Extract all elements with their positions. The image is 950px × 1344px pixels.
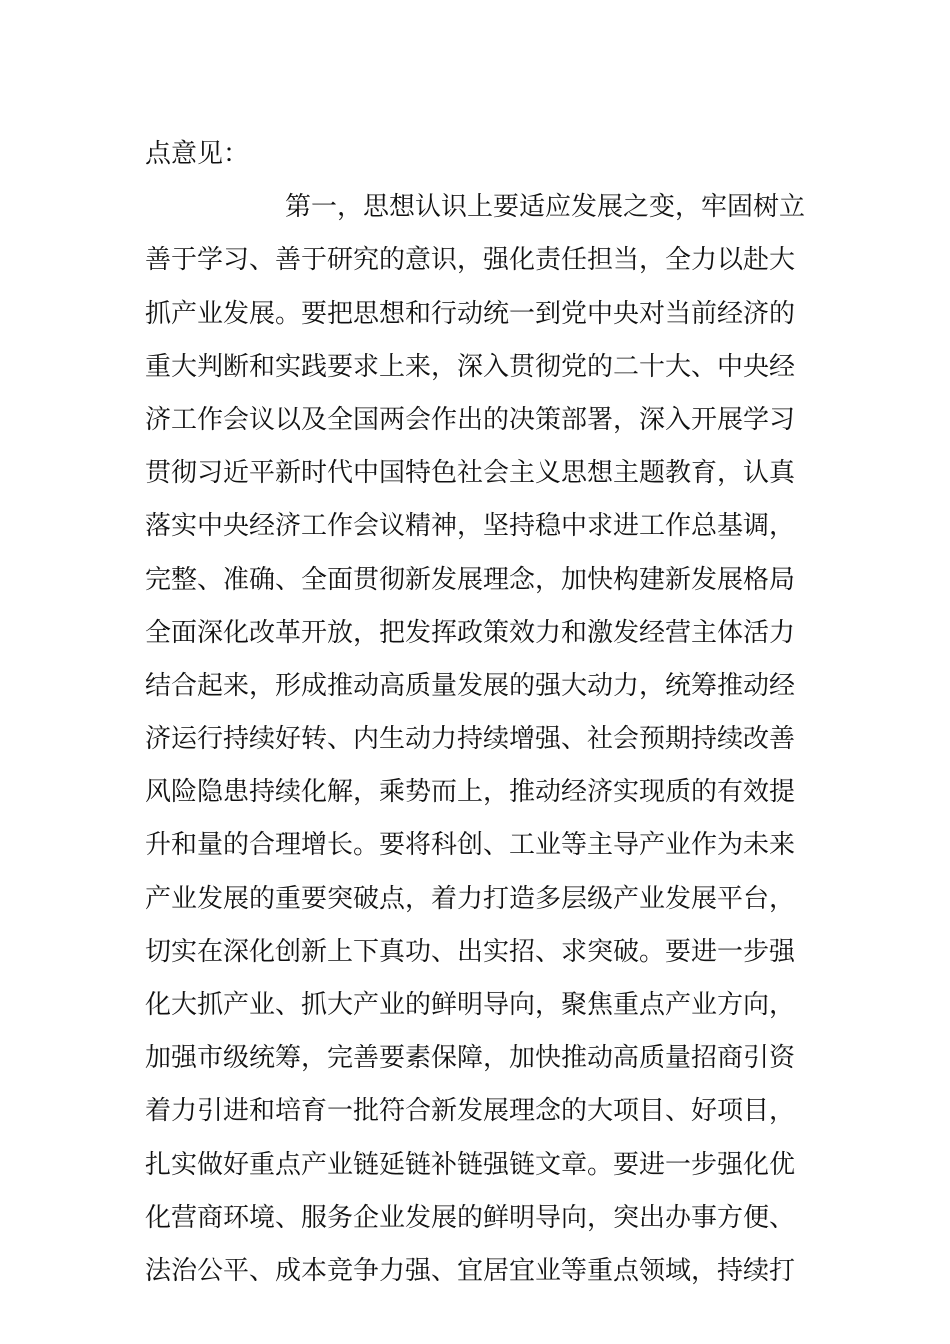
text-line: 着力引进和培育一批符合新发展理念的大项目、好项目， bbox=[145, 1096, 796, 1127]
text-line: 重大判断和实践要求上来，深入贯彻党的二十大、中央经 bbox=[145, 351, 796, 382]
text-line: 抓产业发展。要把思想和行动统一到党中央对当前经济的 bbox=[145, 298, 796, 329]
text-line: 扎实做好重点产业链延链补链强链文章。要进一步强化优 bbox=[145, 1149, 796, 1180]
text-line: 善于学习、善于研究的意识，强化责任担当，全力以赴大 bbox=[145, 245, 796, 276]
text-line: 切实在深化创新上下真功、出实招、求突破。要进一步强 bbox=[145, 936, 796, 967]
body-text bbox=[145, 128, 805, 1298]
text-line: 化大抓产业、抓大产业的鲜明导向，聚焦重点产业方向， bbox=[145, 990, 796, 1020]
text-line: 风险隐患持续化解，乘势而上，推动经济实现质的有效提 bbox=[145, 777, 796, 808]
text-line: 落实中央经济工作会议精神，坚持稳中求进工作总基调， bbox=[145, 511, 796, 542]
text-line: 化营商环境、服务企业发展的鲜明导向，突出办事方便、 bbox=[145, 1202, 796, 1233]
text-line: 贯彻习近平新时代中国特色社会主义思想主题教育，认真 bbox=[145, 458, 796, 489]
text-line: 加强市级统筹，完善要素保障，加快推动高质量招商引资 bbox=[145, 1043, 796, 1074]
text-line: 第一，思想认识上要适应发展之变，牢固树立 bbox=[285, 192, 805, 223]
text-line: 点意见： bbox=[145, 139, 250, 169]
text-line: 济工作会议以及全国两会作出的决策部署，深入开展学习 bbox=[145, 404, 796, 435]
text-line: 产业发展的重要突破点，着力打造多层级产业发展平台， bbox=[145, 883, 796, 914]
text-line: 升和量的合理增长。要将科创、工业等主导产业作为未来 bbox=[145, 830, 796, 861]
text-line: 法治公平、成本竞争力强、宜居宜业等重点领域，持续打 bbox=[145, 1255, 796, 1286]
text-line: 结合起来，形成推动高质量发展的强大动力，统筹推动经 bbox=[145, 670, 796, 701]
text-line: 完整、准确、全面贯彻新发展理念，加快构建新发展格局 bbox=[145, 564, 796, 595]
text-line: 全面深化改革开放，把发挥政策效力和激发经营主体活力 bbox=[145, 617, 796, 648]
text-line: 济运行持续好转、内生动力持续增强、社会预期持续改善 bbox=[145, 724, 796, 755]
